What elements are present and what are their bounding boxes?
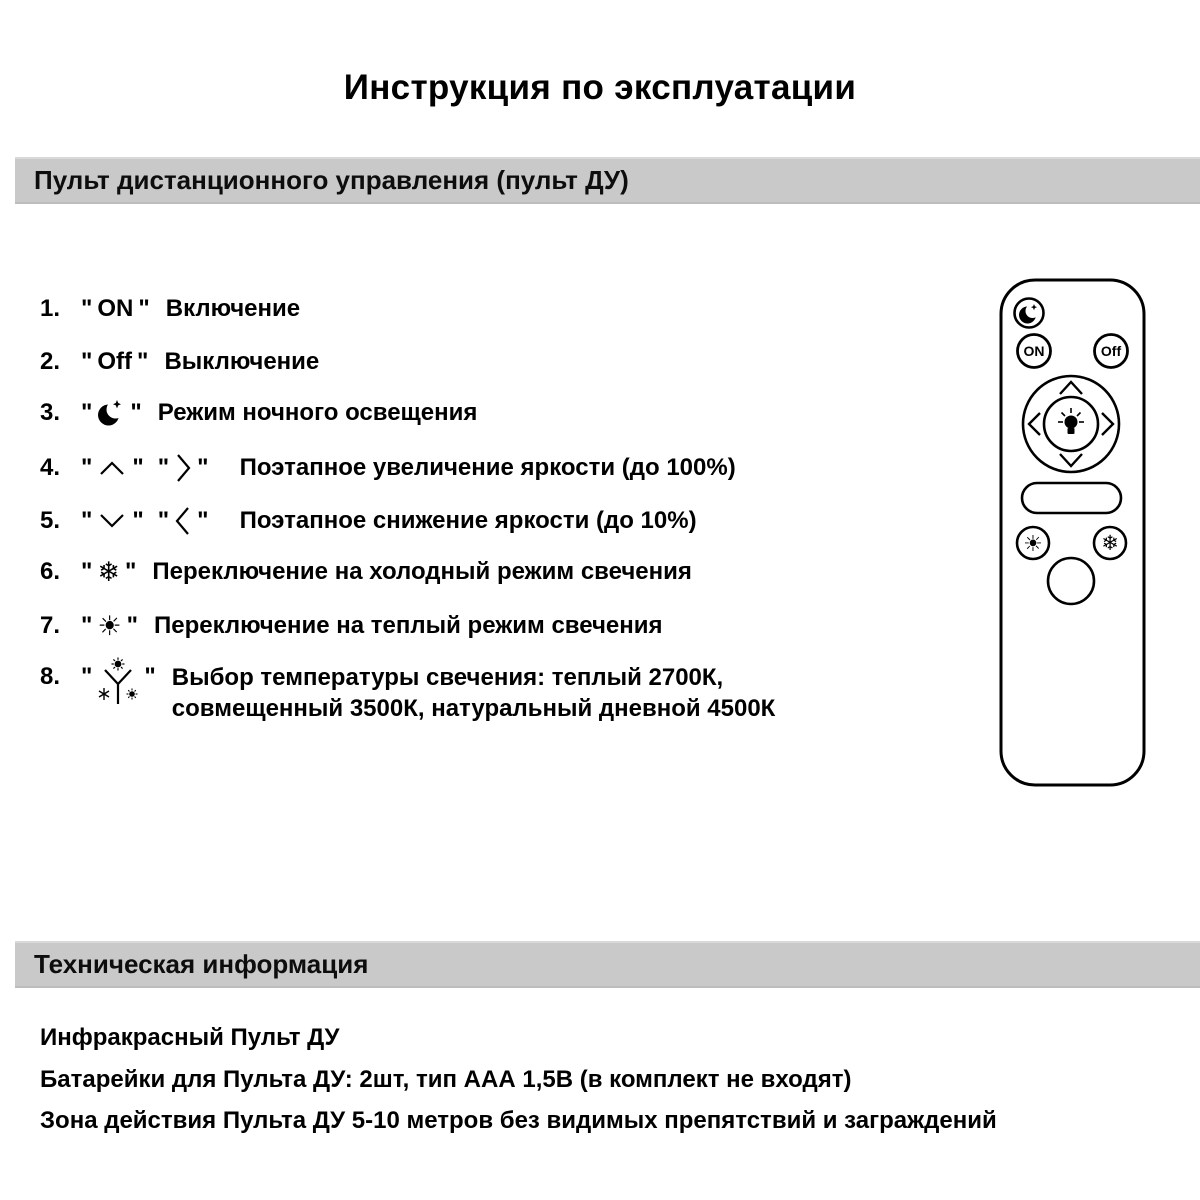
quote-mark: ": [130, 399, 142, 426]
quote-mark: ": [197, 454, 209, 481]
page-title: Инструкция по эксплуатации: [343, 68, 857, 107]
quote-mark: ": [137, 348, 149, 375]
list-item: [40, 398, 477, 428]
section-heading-remote: [15, 157, 1200, 204]
item-description: Переключение на холодный режим свечения: [152, 558, 692, 585]
item-number: 2.: [40, 348, 61, 375]
quote-mark: ": [125, 558, 137, 585]
quote-mark: ": [81, 663, 93, 690]
remote-illustration: [992, 272, 1152, 792]
item-number: 4.: [40, 454, 61, 481]
quote-mark: ": [81, 399, 93, 426]
svg-text:☀: ☀: [1023, 532, 1043, 557]
quote-mark: ": [81, 612, 93, 639]
item-description: Включение: [165, 295, 301, 322]
list-item: [40, 347, 319, 377]
list-item: [40, 557, 692, 587]
item-description: Выключение: [164, 348, 320, 375]
item-number: 6.: [40, 558, 61, 585]
item-number: 1.: [40, 295, 61, 322]
angle-left-icon: [174, 504, 192, 538]
moon-night-mode-icon: [97, 398, 125, 428]
tech-info-line: Батарейки для Пульта ДУ: 2шт, тип ААА 1,5В (в комплект не входят): [40, 1066, 852, 1093]
section-heading-remote-label: Пульт дистанционного управления (пульт ДУ): [34, 165, 629, 195]
sun-tip-right: [127, 689, 138, 700]
item-description: Поэтапное снижение яркости (до 10%): [239, 507, 697, 534]
item-number: 8.: [40, 663, 61, 690]
quote-mark: ": [81, 507, 93, 534]
snowflake-cold-mode-icon: ❄: [97, 556, 121, 588]
quote-mark: ": [157, 454, 170, 481]
quote-mark: ": [126, 612, 138, 639]
item-description: Режим ночного освещения: [157, 399, 478, 426]
item-description-line2: совмещенный 3500К, натуральный дневной 4500К: [171, 695, 776, 722]
quote-mark: ": [132, 507, 144, 534]
quote-mark: ": [138, 295, 150, 322]
tech-info-line: Зона действия Пульта ДУ 5-10 метров без видимых препятствий и заграждений: [40, 1107, 997, 1134]
quote-mark: ": [81, 454, 93, 481]
pill-button: [1022, 483, 1121, 513]
item-description-line1: Выбор температуры свечения: теплый 2700К,: [171, 664, 724, 691]
sun-tip: [112, 658, 125, 671]
list-item: [40, 294, 300, 324]
snowflake-tip: [99, 688, 109, 700]
off-button-label: Off: [97, 348, 133, 375]
quote-mark: ": [81, 348, 93, 375]
tech-info-line: Инфракрасный Пульт ДУ: [40, 1024, 340, 1051]
item-number: 5.: [40, 507, 61, 534]
item-number: 3.: [40, 399, 61, 426]
svg-text:❄: ❄: [1101, 531, 1119, 555]
section-heading-tech: [15, 941, 1200, 988]
angle-right-icon: [174, 451, 192, 485]
quote-mark: ": [81, 295, 93, 322]
svg-text:Off: Off: [1100, 343, 1122, 359]
quote-mark: ": [197, 507, 209, 534]
on-button-label: ON: [97, 295, 134, 322]
item-description: Переключение на теплый режим свечения: [154, 612, 663, 639]
list-item: [40, 451, 736, 485]
chevron-up-icon: [97, 458, 127, 478]
quote-mark: ": [81, 558, 93, 585]
item-description: [172, 662, 776, 724]
quote-mark: ": [144, 663, 156, 690]
svg-text:ON: ON: [1023, 343, 1045, 359]
section-heading-tech-label: Техническая информация: [34, 949, 369, 979]
list-item: [40, 662, 775, 724]
chevron-down-icon: [97, 511, 127, 531]
item-description: Поэтапное увеличение яркости (до 100%): [239, 454, 736, 481]
list-item: [40, 611, 663, 641]
list-item: [40, 504, 697, 538]
temperature-selector-icon: [97, 656, 139, 708]
quote-mark: ": [132, 454, 144, 481]
sun-warm-mode-icon: ☀: [97, 610, 122, 642]
quote-mark: ": [157, 507, 170, 534]
item-number: 7.: [40, 612, 61, 639]
